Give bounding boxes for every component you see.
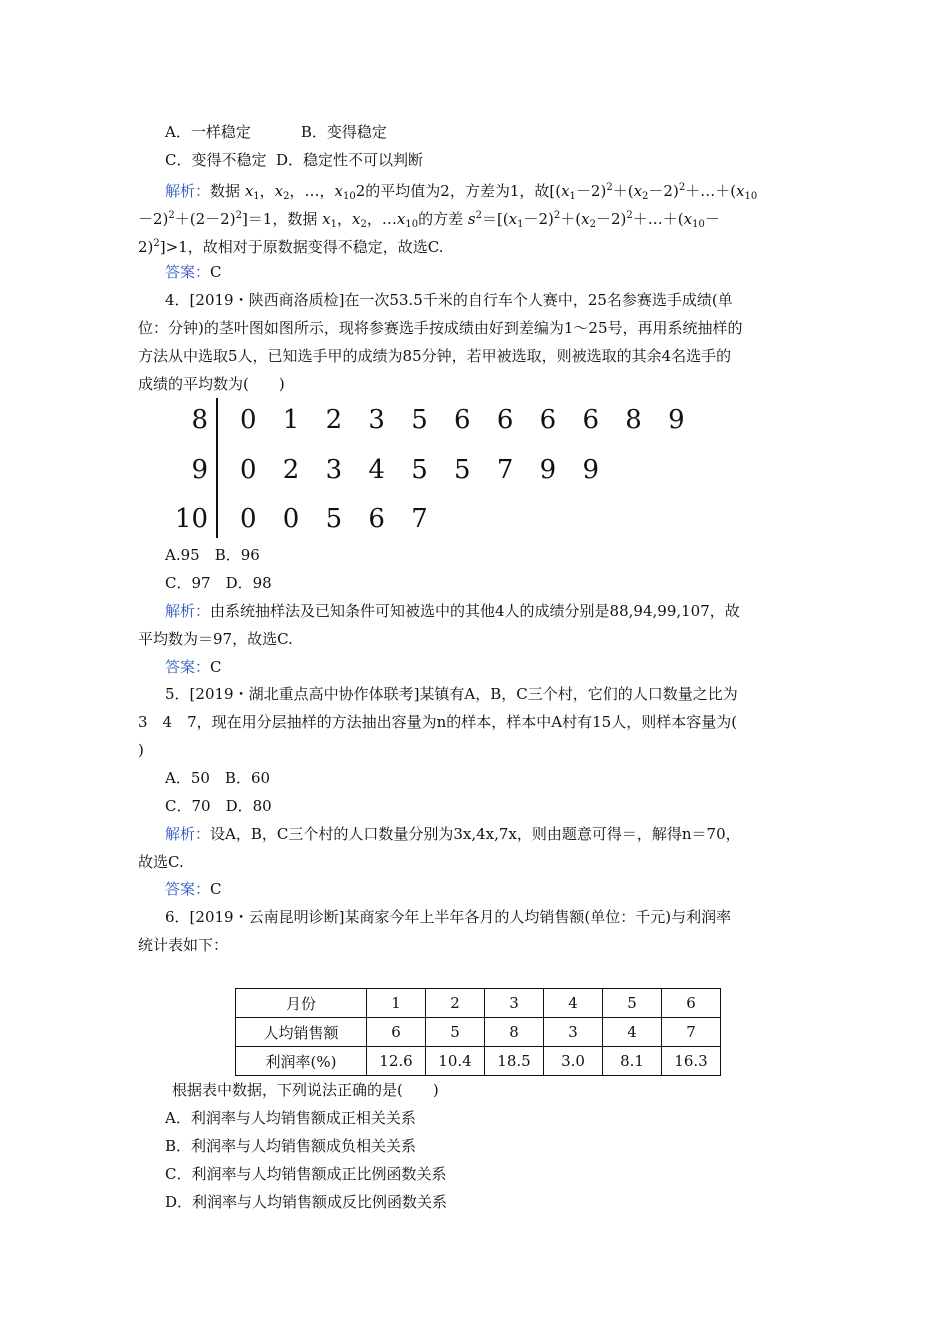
analysis-label: 解析：: [165, 825, 211, 843]
table-cell: 18.5: [485, 1047, 544, 1076]
stem-leaf-leaves: 0 1 2 3 5 6 6 6 6 8 9: [240, 405, 694, 435]
q3-option-a: A．一样稳定: [165, 123, 251, 141]
q4-stem-line3: 方法从中选取5人，已知选手甲的成绩为85分钟，若甲被选取，则被选取的其余4名选手的: [138, 347, 732, 365]
q6-question: 根据表中数据，下列说法正确的是( ): [172, 1081, 439, 1099]
table-cell: 8: [485, 1018, 544, 1047]
stem-leaf-stem: 10: [174, 504, 208, 534]
q4-analysis-line2: 平均数为＝97，故选C.: [138, 630, 293, 648]
answer-label: 答案：: [165, 263, 211, 281]
table-row: [236, 989, 721, 1018]
q3-option-d: D．稳定性不可以判断: [276, 151, 424, 169]
q5-options-ab: A．50 B．60: [165, 769, 271, 787]
q5-analysis-line2: 故选C.: [138, 853, 184, 871]
table-cell: 5: [426, 1018, 485, 1047]
q5-stem-line2: 3 4 7，现在用分层抽样的方法抽出容量为n的样本，样本中A村有15人，则样本容量为(: [138, 713, 738, 731]
q3-answer: 答案：C: [165, 263, 222, 281]
table-cell: 8.1: [603, 1047, 662, 1076]
table-cell: 2: [426, 989, 485, 1018]
q4-analysis-line1: 解析：由系统抽样法及已知条件可知被选中的其他4人的成绩分别是88,94,99,107，故: [165, 602, 740, 620]
q5-options-cd: C．70 D．80: [165, 797, 272, 815]
table-row: [236, 1018, 721, 1047]
q3-analysis-line3: 2)$^2$]>1，故相对于原数据变得不稳定，故选C.: [138, 238, 444, 256]
q3-analysis-line1: 解析：数据 $x_1$，$x_2$，…，$x_{10}2$的平均值为2，方差为1，故[$(x_1-2)^2+(x_2-2)^2+\dots+(x_{10}$: [165, 182, 758, 202]
q4-answer: 答案：C: [165, 658, 222, 676]
table-cell: 12.6: [367, 1047, 426, 1076]
q3-options-ab: [165, 122, 845, 142]
table-cell: 6: [367, 1018, 426, 1047]
table-cell: 4: [544, 989, 603, 1018]
table-cell: 7: [662, 1018, 721, 1047]
q3-analysis-line2: $-2)^2+(2-2)^2]=1$，数据 $x_1$，$x_2$，$\dots x_{10}$的方差 $s^2=[(x_1-2)^2+(x_2-2)^2+\dots+(x_{10}-$: [138, 210, 720, 230]
q6-stem-line2: 统计表如下：: [138, 936, 229, 954]
q3-option-c: C．变得不稳定: [165, 151, 267, 169]
table-cell: 月份: [236, 989, 367, 1018]
q6-option-a: A．利润率与人均销售额成正相关关系: [165, 1109, 416, 1127]
q6-stem-line1: 6．[2019・云南昆明诊断]某商家今年上半年各月的人均销售额(单位：千元)与利润率: [165, 908, 732, 926]
stem-leaf-leaves: 0 2 3 4 5 5 7 9 9: [240, 455, 608, 485]
table-cell: 3: [485, 989, 544, 1018]
table-row: [236, 1047, 721, 1076]
q5-analysis-line1: 解析：设A，B，C三个村的人口数量分别为3x,4x,7x，则由题意可得＝，解得n＝70，: [165, 825, 741, 843]
table-cell: 人均销售额: [236, 1018, 367, 1047]
table-cell: 3.0: [544, 1047, 603, 1076]
q3-option-b: B．变得稳定: [300, 123, 387, 141]
table-cell: 1: [367, 989, 426, 1018]
answer-label: 答案：: [165, 880, 211, 898]
q6-option-b: B．利润率与人均销售额成负相关关系: [165, 1137, 417, 1155]
stem-leaf-stem: 8: [191, 405, 208, 435]
analysis-label: 解析：: [165, 182, 211, 200]
table-cell: 4: [603, 1018, 662, 1047]
q4-stem-line4: 成绩的平均数为( ): [138, 375, 285, 393]
table-cell: 10.4: [426, 1047, 485, 1076]
q4-stem-line1: 4．[2019・陕西商洛质检]在一次53.5千米的自行车个人赛中，25名参赛选手成绩(单: [165, 291, 733, 309]
q5-stem-line3: ): [138, 741, 144, 759]
q4-stem-line2: 位：分钟)的茎叶图如图所示，现将参赛选手按成绩由好到差编为1～25号，再用系统抽样的: [138, 319, 743, 337]
table-cell: 6: [662, 989, 721, 1018]
stem-leaf-leaves: 0 0 5 6 7: [240, 504, 437, 534]
answer-label: 答案：: [165, 658, 211, 676]
q6-option-d: D．利润率与人均销售额成反比例函数关系: [165, 1193, 448, 1211]
q4-options-cd: C．97 D．98: [165, 574, 272, 592]
sales-profit-table: [235, 988, 721, 1076]
q5-answer: 答案：C: [165, 880, 222, 898]
table-cell: 5: [603, 989, 662, 1018]
q6-option-c: C．利润率与人均销售额成正比例函数关系: [165, 1165, 447, 1183]
q4-options-ab: A.95 B．96: [165, 546, 260, 564]
q5-stem-line1: 5．[2019・湖北重点高中协作体联考]某镇有A，B，C三个村，它们的人口数量之比为: [165, 685, 738, 703]
table-cell: 利润率(%): [236, 1047, 367, 1076]
q3-options-cd: [165, 150, 845, 170]
table-cell: 16.3: [662, 1047, 721, 1076]
stem-leaf-divider: [216, 398, 218, 538]
analysis-label: 解析：: [165, 602, 211, 620]
stem-leaf-stem: 9: [191, 455, 208, 485]
table-cell: 3: [544, 1018, 603, 1047]
